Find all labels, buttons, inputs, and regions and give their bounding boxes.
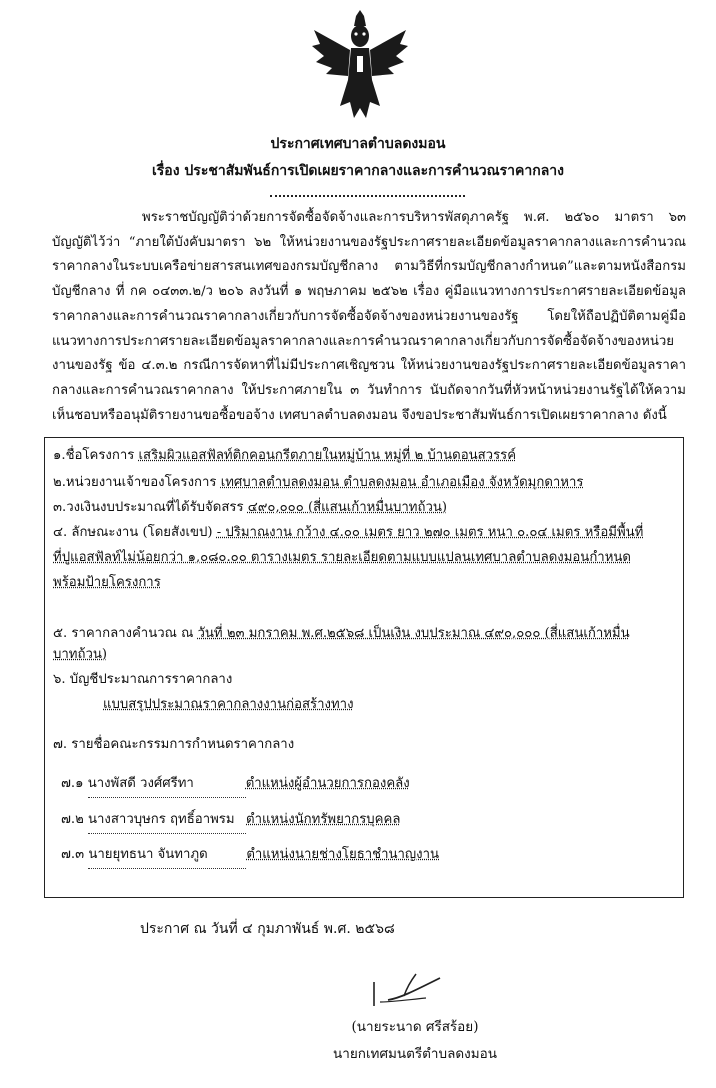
garuda-emblem-icon [310, 10, 410, 122]
owner-agency-value: เทศบาลตำบลดงมอน ตำบลดงมอน อำเภอเมือง จังหวัดมุกดาหาร [220, 475, 584, 490]
item-work-description-line3: พร้อมป้ายโครงการ [53, 575, 161, 590]
announcement-subject: เรื่อง ประชาสัมพันธ์การเปิดเผยราคากลางและการคำนวณราคากลาง [152, 163, 564, 179]
body-paragraph-text: พระราชบัญญัติว่าด้วยการจัดซื้อจัดจ้างและการบริหารพัสดุภาครัฐ พ.ศ. ๒๕๖๐ มาตรา ๖๓ บัญญัติไว้ว่า “ภายใต้บังคับมาตรา ๖๒ ให้หน่วยงานของรัฐประกาศรายละเอียดข้อมูลราคากลางและการคำนวณราคากลางในระบบเครือข่ายสารสนเทศของกรมบัญชีกลาง ตามวิธีที่กรมบัญชีกลางกำหนด”และตามหนังสือกรมบัญชีกลาง ที่ กค ๐๔๓๓.๒/ว ๒๐๖ ลงวันที่ ๑ พฤษภาคม ๒๕๖๒ เรื่อง คู่มือแนวทางการประกาศรายละเอียดข้อมูลราคากลางและการคำนวณราคากลางเกี่ยวกับการจัดซื้อจัดจ้างของหน่วยงานของรัฐ โดยให้ถือปฏิบัติตามคู่มือแนวทางการประกาศรายละเอียดข้อมูลราคากลางและการคำนวณราคากลางเกี่ยวกับการจัดซื้อจัดจ้างของหน่วยงานของรัฐ ข้อ ๔.๓.๒ กรณีการจัดหาที่ไม่มีประกาศเชิญชวน ให้หน่วยงานของรัฐประกาศรายละเอียดข้อมูลราคากลางและการคำนวณราคากลาง ให้ประกาศภายใน ๓ วันทำการ นับถัดจากวันที่หัวหน้าหน่วยงานรัฐได้ให้ความเห็นชอบหรืออนุมัติรายงานขอซื้อขอจ้าง เทศบาลตำบลดงมอน จึงขอประชาสัมพันธ์การเปิดเผยราคากลาง ดังนี้ [52, 210, 686, 423]
item-median-price: ๕. ราคากลางคำนวณ ณ วันที่ ๒๓ มกราคม พ.ศ.๒๕๖๘ เป็นเงิน งบประมาณ ๔๙๐,๐๐๐ (สี่แสนเก้าหมื่น [53, 626, 630, 641]
signer-name: (นายระนาด ศรีสร้อย) [351, 1019, 479, 1035]
signer-position: นายกเทศมนตรีตำบลดงมอน [333, 1046, 497, 1062]
announce-date: ประกาศ ณ วันที่ ๔ กุมภาพันธ์ พ.ศ. ๒๕๖๘ [140, 921, 395, 937]
item-work-description: ๔. ลักษณะงาน (โดยสังเขป) - ปริมาณงาน กว้าง ๔.๐๐ เมตร ยาว ๒๗๐ เมตร หนา ๐.๐๔ เมตร หรือมีพื้นที่ [53, 525, 644, 540]
budget-value: ๔๙๐,๐๐๐ (สี่แสนเก้าหมื่นบาทถ้วน) [247, 500, 448, 515]
announcement-title: ประกาศเทศบาลตำบลดงมอน [270, 136, 446, 152]
item-budget: ๓.วงเงินงบประมาณที่ได้รับจัดสรร ๔๙๐,๐๐๐ (สี่แสนเก้าหมื่นบาทถ้วน) [53, 500, 448, 515]
item-committee-heading: ๗. รายชื่อคณะกรรมการกำหนดราคากลาง [53, 737, 295, 752]
item-owner-agency: ๒.หน่วยงานเจ้าของโครงการ เทศบาลตำบลดงมอน ตำบลดงมอน อำเภอเมือง จังหวัดมุกดาหาร [53, 475, 584, 490]
item-work-description-line2: ที่ปูแอสฟัลท์ไม่น้อยกว่า ๑,๐๘๐.๐๐ ตารางเมตร รายละเอียดตามแบบแปลนเทศบาลตำบลดงมอนกำหนด [53, 550, 631, 565]
project-details-box [44, 437, 684, 898]
project-name-value: เสริมผิวแอสฟัลท์ติกคอนกรีตภายในหมู่บ้าน หมู่ที่ ๒ บ้านดอนสวรรค์ [138, 448, 517, 463]
committee-member: ๗.๒ นางสาวบุษกร ฤทธิ์อาพรม ตำแหน่งนักทรัพยากรบุคคล [61, 808, 400, 834]
dotted-separator [270, 195, 465, 197]
item-median-price-line2: บาทถ้วน) [53, 647, 108, 662]
item-project-name: ๑.ชื่อโครงการ เสริมผิวแอสฟัลท์ติกคอนกรีตภายในหมู่บ้าน หมู่ที่ ๒ บ้านดอนสวรรค์ [53, 448, 517, 463]
committee-member: ๗.๑ นางพัสดี วงศ์ศรีทา ตำแหน่งผู้อำนวยการกองคลัง [61, 772, 410, 798]
price-estimate-value: แบบสรุปประมาณราคากลางงานก่อสร้างทาง [103, 697, 354, 712]
handwritten-signature-icon [366, 962, 446, 1012]
body-paragraph [52, 206, 686, 428]
committee-member: ๗.๓ นายยุทธนา จันทาภูด ตำแหน่งนายช่างโยธาชำนาญงาน [61, 843, 439, 869]
item-price-estimate-list: ๖. บัญชีประมาณการราคากลาง [53, 672, 233, 687]
